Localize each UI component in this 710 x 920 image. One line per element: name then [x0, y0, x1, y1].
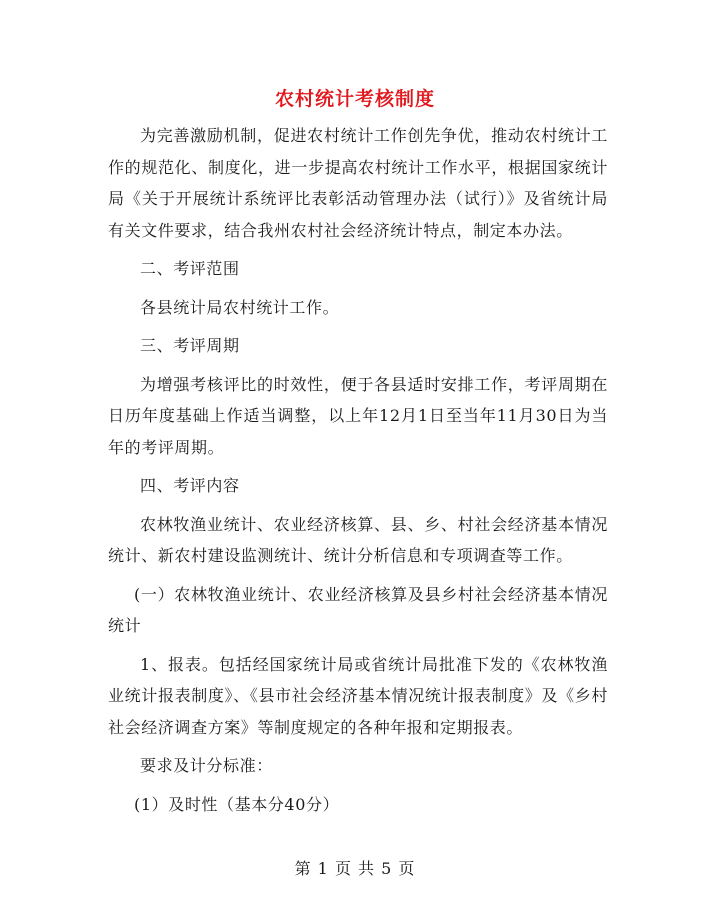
document-title: 农村统计考核制度: [274, 88, 435, 110]
document-body: [108, 120, 608, 820]
section-heading-period: 三、考评周期: [140, 336, 240, 355]
requirements-heading: 要求及计分标准：: [140, 756, 273, 775]
content-paragraph: 农林牧渔业统计、农业经济核算、县、乡、村社会经济基本情况统计、新农村建设监测统计、统计分析信息和专项调查等工作。: [108, 514, 608, 565]
section-heading-content: 四、考评内容: [140, 476, 240, 495]
page-number-footer: 第 1 页 共 5 页: [294, 859, 416, 878]
scope-paragraph: 各县统计局农村统计工作。: [140, 297, 340, 317]
timeliness-item: (1）及时性（基本分40分）: [134, 794, 340, 814]
section-heading-scope: 二、考评范围: [140, 259, 240, 278]
intro-paragraph: 为完善激励机制，促进农村统计工作创先争优，推动农村统计工作的规范化、制度化，进一步提高农村统计工作水平，根据国家统计局《关于开展统计系统评比表彰活动管理办法（试行）》及省统计局有关文件要求，结合我州农村社会经济统计特点，制定本办法。: [108, 126, 608, 240]
report-paragraph: 1、报表。包括经国家统计局或省统计局批准下发的《农林牧渔业统计报表制度》、《县市社会经济基本情况统计报表制度》及《乡村社会经济调查方案》等制度规定的各种年报和定期报表。: [108, 654, 608, 737]
period-paragraph: 为增强考核评比的时效性，便于各县适时安排工作，考评周期在日历年度基础上作适当调整，以上年12月1日至当年11月30日为当年的考评周期。: [108, 374, 608, 457]
subsection-heading-1: (一）农林牧渔业统计、农业经济核算及县乡村社会经济基本情况统计: [108, 584, 608, 635]
